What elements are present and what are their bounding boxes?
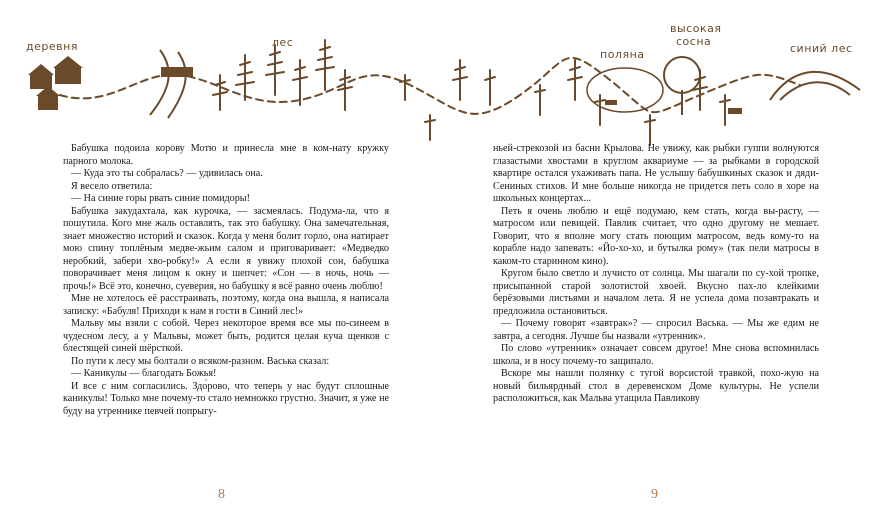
paragraph: — Почему говорят «завтрак»? — спросил Васька. — Мы же едим не завтра, а сегодня. Лучше бы назвали «утренник». xyxy=(493,318,819,342)
paragraph: Петь я очень люблю и ещё подумаю, кем стать, когда вы-расту, — матросом или певицей. Павлик считает, что одно другому не мешает. Говорит, что я вполне могу стать поющим матросом, ведь кому-то на корабле надо запевать: «Йо-хо-хо, и бутылка рому» (так пели матросы в каком-то старинном кино). xyxy=(493,205,819,267)
page-number-left: 8 xyxy=(218,487,225,502)
paragraph: Я весело ответила: xyxy=(71,180,153,192)
tall-pine xyxy=(664,57,700,115)
blue-forest-hills xyxy=(770,72,860,100)
meadow-outline xyxy=(587,68,663,112)
village-houses xyxy=(28,56,83,110)
paragraph: ньей-стрекозой из басни Крылова. Не увижу, как рыбки гуппи волнуются глазастыми хвостами в круглом аквариуме — за рыбками в городской квартире остался ухаживать папа. Не услышу бабушкиных сказок и дяди-Сениных стихов. И мне больше никогда не придется петь соло в хоре на школьных концертах... xyxy=(493,143,819,204)
label-meadow: поляна xyxy=(600,48,645,61)
label-tall-pine-1: высокая xyxy=(670,22,722,35)
dashed-path xyxy=(60,58,800,114)
label-forest: лес xyxy=(272,36,294,49)
label-tall-pine-2: сосна xyxy=(676,35,712,48)
paragraph: — Каникулы — благодать Божья! xyxy=(71,368,217,379)
paragraph: Мальву мы взяли с собой. Через некоторое время все мы по-синеем в чудесном лесу, а у Мальвы, может быть, родится целая куча щенков с блестящей синей шёрсткой. xyxy=(63,318,389,354)
page-number-right: 9 xyxy=(651,487,658,502)
paragraph: Бабушка закудахтала, как курочка, — засмеялась. Подума-ла, что я пошутила. Кого мне жаль оставлять, так это бабушку. Она замечательная, знает множество историй и сказок. Когда у меня болит горло, она натирает мою спину топлёным медве-жьим салом и приговаривает: «Медведко неробкий, забери хво-робку!» А если я увижу плохой сон, бабушка поворачивает меня лицом к окну и шепчет: «Сон — в ночь, ночь — прочь!» Всё это, конечно, суеверия, но бабушку я всё равно очень люблю! xyxy=(63,205,389,292)
forest-trees xyxy=(213,40,730,145)
paragraph: — На синие горы рвать синие помидоры! xyxy=(71,193,250,204)
paragraph: И все с ним согласились. Здо́рово, что теперь у нас будут сплошные каникулы! Только мне почему-то стало немножко грустно. Значит, я уже не буду на утреннике певчей попрыгу- xyxy=(63,380,389,417)
paragraph: Бабушка подоила корову Мотю и принесла мне в ком-нату кружку парного молока. xyxy=(63,143,389,167)
paragraph: Вскоре мы нашли полянку с тугой ворсистой травкой, похо-жую на новый бильярдный стол в деревенском Доме культуры. Не успели расположиться, как Мальва утащила Павликову xyxy=(493,368,819,404)
label-blue-forest: синий лес xyxy=(790,42,853,55)
paragraph: По слово «утренник» означает совсем другое! Мне снова вспомнилась школа, и в носу почему-то защипало. xyxy=(493,343,819,367)
left-page-text xyxy=(63,143,389,418)
label-village: деревня xyxy=(26,40,78,53)
map-illustration xyxy=(0,0,884,150)
paragraph: Кругом было светло и лучисто от солнца. Мы шагали по су-хой тропке, присыпанной старой золотистой хвоей. Вкусно пах-ло клейкими берёзовыми листьями и началом лета. Я не успела дома позавтракать и предложила остановиться. xyxy=(493,268,819,317)
paragraph: — Куда это ты собралась? — удивилась она. xyxy=(71,168,263,179)
paragraph: Мне не хотелось её расстраивать, поэтому, когда она вышла, я написала записку: «Бабуля! Приходи к нам в гости в Синий лес!» xyxy=(63,293,389,317)
journey-map xyxy=(0,0,884,150)
paragraph: По пути к лесу мы болтали о всяком-разном. Васька сказал: xyxy=(71,355,330,367)
river-bridge xyxy=(150,50,192,118)
right-page-text xyxy=(493,143,819,406)
